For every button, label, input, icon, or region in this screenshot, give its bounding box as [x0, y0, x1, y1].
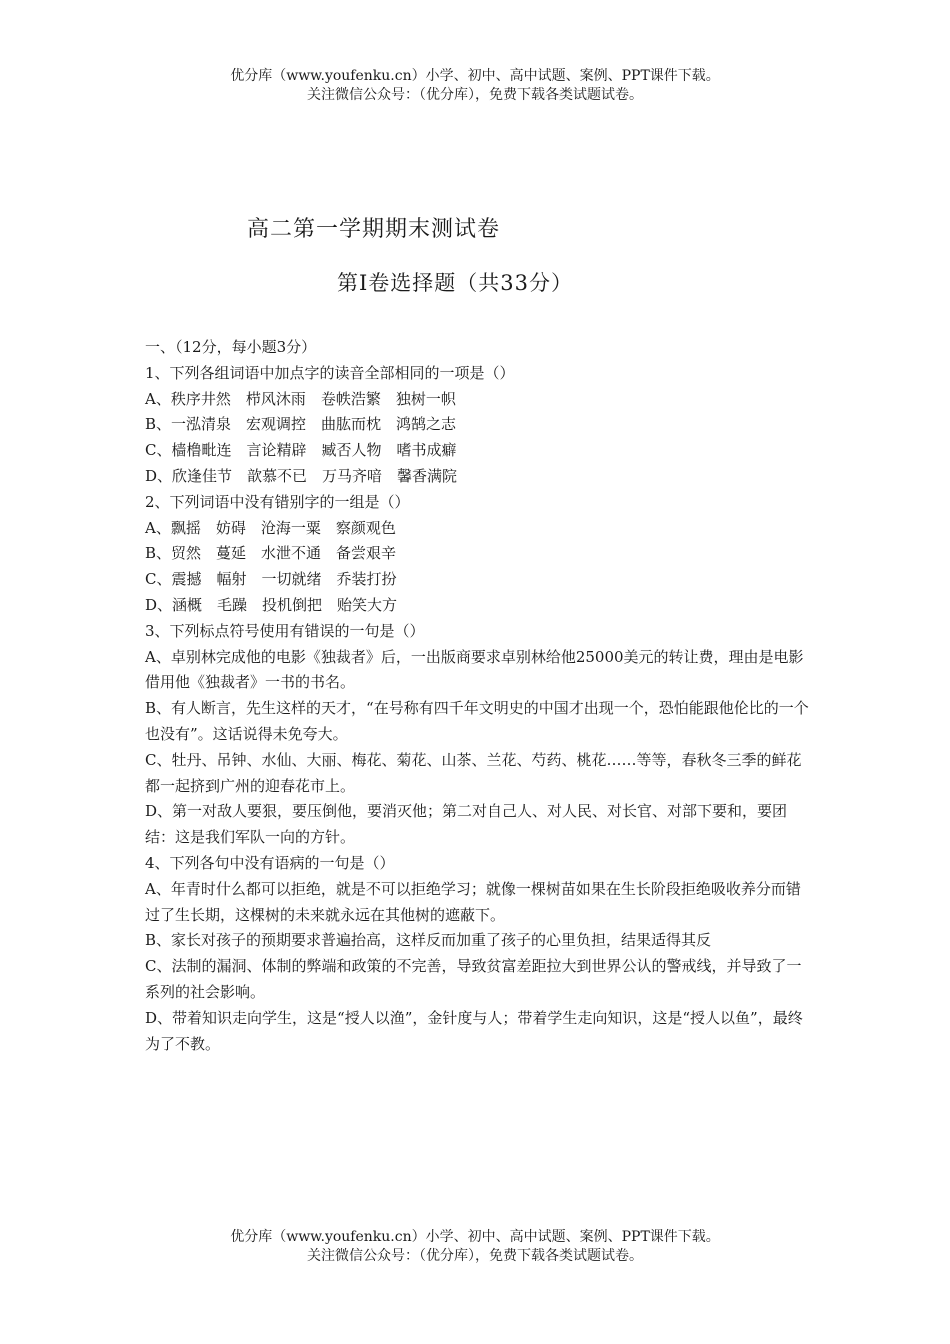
question-option: D、第一对敌人要狠，要压倒他，要消灭他；第二对自己人、对人民、对长官、对部下要和，要团结：这是我们军队一向的方针。: [145, 802, 788, 847]
question-option: B、家长对孩子的预期要求普遍抬高，这样反而加重了孩子的心里负担，结果适得其反: [145, 931, 712, 950]
header-banner: [0, 67, 950, 105]
footer-banner: [0, 1228, 950, 1266]
section-subtitle: 第Ⅰ卷选择题（共33分）: [337, 271, 574, 295]
question-option: D、欣逢佳节 歆慕不已 万马齐喑 馨香满院: [145, 466, 458, 485]
page-title: 高二第一学期期末测试卷: [247, 217, 501, 242]
section-heading: 一、（12分，每小题3分）: [145, 338, 317, 356]
header-line-1: 优分库（www.youfenku.cn）小学、初中、高中试题、案例、PPT课件下载。: [230, 68, 720, 84]
question-option: D、涵概 毛躁 投机倒把 贻笑大方: [145, 595, 398, 614]
question-option: A、卓别林完成他的电影《独裁者》后，一出版商要求卓别林给他25000美元的转让费，理由是电影借用他《独裁者》一书的书名。: [145, 647, 804, 692]
question-stem: 1、下列各组词语中加点字的读音全部相同的一项是（）: [145, 363, 515, 382]
question-stem: 4、下列各句中没有语病的一句是（）: [145, 853, 395, 872]
question-option: B、贸然 蔓延 水泄不通 备尝艰辛: [145, 544, 397, 563]
question-option: B、一泓清泉 宏观调控 曲肱而枕 鸿鹄之志: [145, 415, 457, 434]
footer-line-2: 关注微信公众号：（优分库），免费下载各类试题试卷。: [307, 1248, 643, 1264]
question-option: A、秩序井然 栉风沐雨 卷帙浩繁 独树一帜: [145, 389, 456, 408]
exam-content: [145, 335, 815, 1057]
question-option: C、震撼 幅射 一切就绪 乔装打扮: [145, 570, 397, 589]
question-option: C、牡丹、吊钟、水仙、大丽、梅花、菊花、山茶、兰花、芍药、桃花……等等，春秋冬三季的鲜花都一起挤到广州的迎春花市上。: [145, 750, 802, 795]
question-stem: 2、下列词语中没有错别字的一组是（）: [145, 492, 410, 511]
question-option: D、带着知识走向学生，这是“授人以渔”，金针度与人；带着学生走向知识，这是“授人以鱼”，最终为了不教。: [145, 1008, 803, 1053]
question-option: B、有人断言，先生这样的天才，“在号称有四千年文明史的中国才出现一个，恐怕能跟他伦比的一个也没有”。这话说得未免夸大。: [145, 699, 809, 743]
header-line-2: 关注微信公众号：（优分库），免费下载各类试题试卷。: [307, 87, 643, 103]
question-option: C、法制的漏洞、体制的弊端和政策的不完善，导致贫富差距拉大到世界公认的警戒线，并导致了一系列的社会影响。: [145, 957, 802, 1001]
question-stem: 3、下列标点符号使用有错误的一句是（）: [145, 621, 425, 640]
footer-line-1: 优分库（www.youfenku.cn）小学、初中、高中试题、案例、PPT课件下载。: [230, 1229, 720, 1245]
question-option: A、飘摇 妨碍 沧海一粟 察颜观色: [145, 518, 396, 537]
question-option: C、樯橹毗连 言论精辟 臧否人物 嗜书成癖: [145, 441, 457, 460]
question-option: A、年青时什么都可以拒绝，就是不可以拒绝学习；就像一棵树苗如果在生长阶段拒绝吸收养分而错过了生长期，这棵树的未来就永远在其他树的遮蔽下。: [145, 879, 801, 924]
